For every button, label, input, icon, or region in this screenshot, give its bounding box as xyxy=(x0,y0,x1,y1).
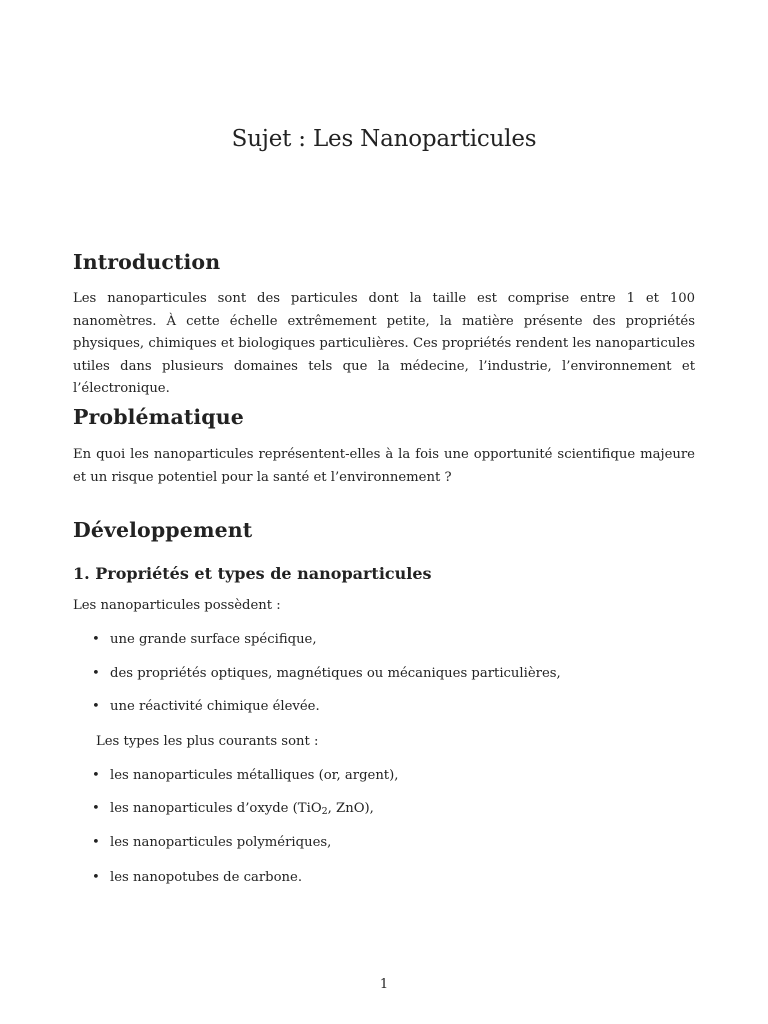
list-item: • une réactivité chimique élevée. xyxy=(92,697,320,717)
list-item: • une grande surface spécifique, xyxy=(92,630,317,650)
bullet-icon: • xyxy=(92,801,100,816)
document-title: Sujet : Les Nanoparticules xyxy=(231,126,537,152)
list-item: • les nanopotubes de carbone. xyxy=(92,868,302,888)
introduction-paragraph: Les nanoparticules sont des particules dont la taille est comprise entre 1 et 100 nanomètres. À cette échelle extrêmement petite, la matière présente des propriétés physiques, chimiques et biologiques particulières. Ces propriétés rendent les nanoparticules utiles dans plusieurs domaines tels que la médecine, l’industrie, l’environnement et l’électronique. xyxy=(73,291,695,396)
bullet-icon: • xyxy=(92,835,100,850)
list-item: • les nanoparticules polymériques, xyxy=(92,833,331,853)
bullet-icon: • xyxy=(92,699,100,714)
list-item: • les nanoparticules d’oxyde (TiO$_2$, ZnO), xyxy=(92,801,374,817)
bullet-icon: • xyxy=(92,870,100,885)
list-item: • les nanoparticules métalliques (or, argent), xyxy=(92,766,398,786)
page-number: 1 xyxy=(379,977,389,992)
heading-proprietes-types: 1. Propriétés et types de nanoparticules xyxy=(73,564,432,583)
properties-intro: Les nanoparticules possèdent : xyxy=(73,598,281,613)
list-item: • des propriétés optiques, magnétiques ou mécaniques particulières, xyxy=(92,664,561,684)
bullet-icon: • xyxy=(92,768,100,783)
heading-developpement: Développement xyxy=(73,518,253,542)
bullet-icon: • xyxy=(92,666,100,681)
types-intro: Les types les plus courants sont : xyxy=(96,734,319,749)
problematique-paragraph: En quoi les nanoparticules représentent-elles à la fois une opportunité scientifique majeure et un risque potentiel pour la santé et l’environnement ? xyxy=(73,447,695,485)
bullet-icon: • xyxy=(92,632,100,647)
heading-introduction: Introduction xyxy=(73,250,221,274)
heading-problematique: Problématique xyxy=(73,405,244,429)
